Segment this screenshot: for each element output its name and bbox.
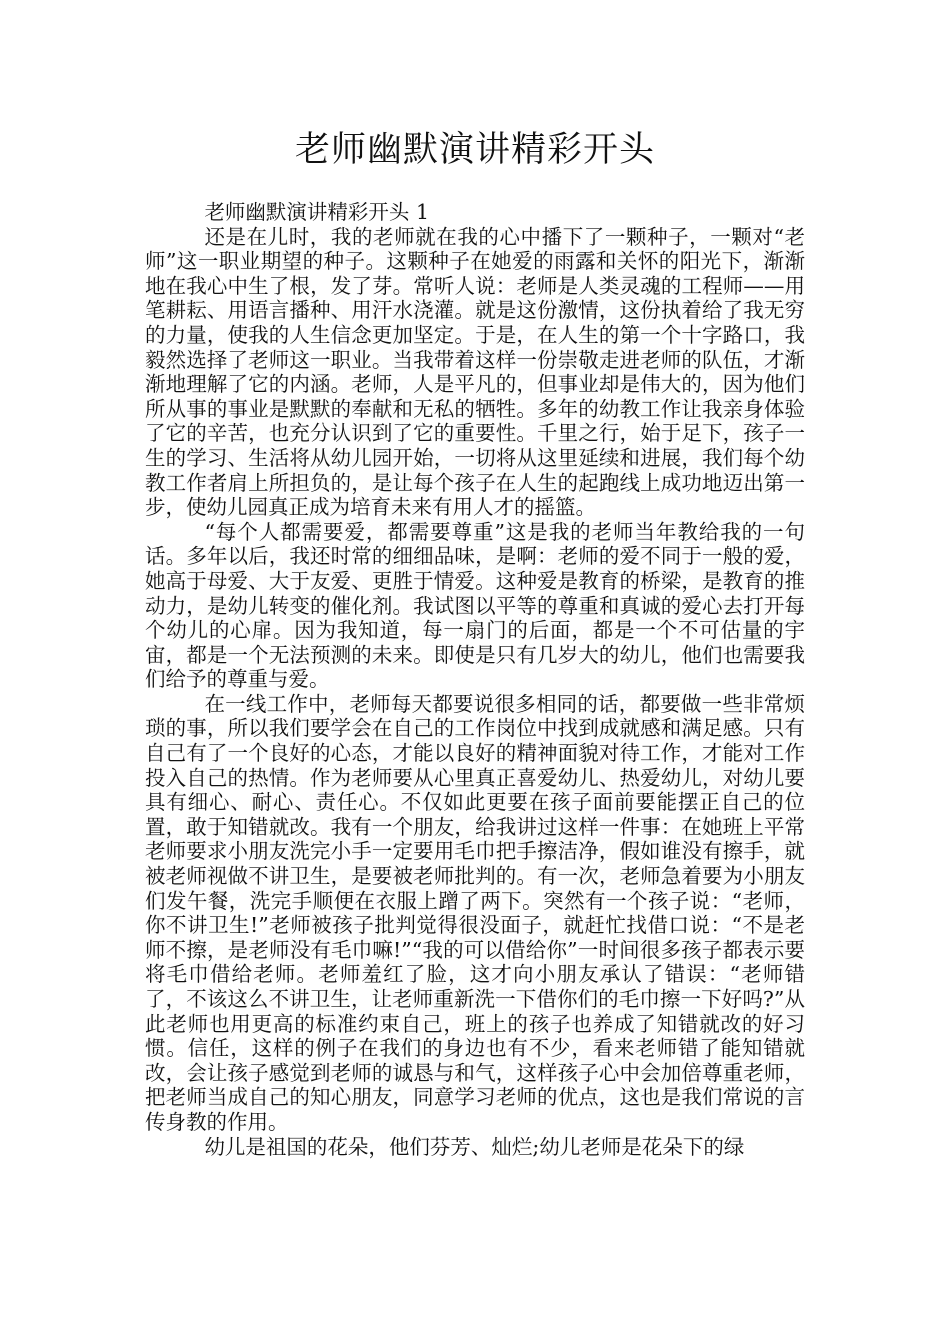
paragraph-1: 还是在儿时，我的老师就在我的心中播下了一颗种子，一颗对“老师”这一职业期望的种子。这颗种子在她爱的雨露和关怀的阳光下，渐渐地在我心中生了根，发了芽。常听人说：老师是人类灵魂的工程师——用笔耕耘、用语言播种、用汗水浇灌。就是这份激情，这份执着给了我无穷的力量，使我的人生信念更加坚定。于是，在人生的第一个十字路口，我毅然选择了老师这一职业。当我带着这样一份崇敬走进老师的队伍，才渐渐地理解了它的内涵。老师，人是平凡的，但事业却是伟大的，因为他们所从事的事业是默默的奉献和无私的牺牲。多年的幼教工作让我亲身体验了它的辛苦，也充分认识到了它的重要性。千里之行，始于足下，孩子一生的学习、生活将从幼儿园开始，一切将从这里延续和进展，我们每个幼教工作者肩上所担负的，是让每个孩子在人生的起跑线上成功地迈出第一步，使幼儿园真正成为培育未来有用人才的摇篮。 xyxy=(145,224,805,520)
paragraph-3: 在一线工作中，老师每天都要说很多相同的话，都要做一些非常烦琐的事，所以我们要学会在自己的工作岗位中找到成就感和满足感。只有自己有了一个良好的心态，才能以良好的精神面貌对待工作，才能对工作投入自己的热情。作为老师要从心里真正喜爱幼儿、热爱幼儿，对幼儿要具有细心、耐心、责任心。不仅如此更要在孩子面前要能摆正自己的位置，敢于知错就改。我有一个朋友，给我讲过这样一件事：在她班上平常老师要求小朋友洗完小手一定要用毛巾把手擦洁净，假如谁没有擦手，就被老师视做不讲卫生，是要被老师批判的。有一次，老师急着要为小朋友们发午餐，洗完手顺便在衣服上蹭了两下。突然有一个孩子说：“老师，你不讲卫生!”老师被孩子批判觉得很没面子，就赶忙找借口说：“不是老师不擦，是老师没有毛巾嘛!”“我的可以借给你”一时间很多孩子都表示要将毛巾借给老师。老师羞红了脸，这才向小朋友承认了错误：“老师错了，不该这么不讲卫生，让老师重新洗一下借你们的毛巾擦一下好吗?”从此老师也用更高的标准约束自己，班上的孩子也养成了知错就改的好习惯。信任，这样的例子在我们的身边也有不少，看来老师错了能知错就改，会让孩子感觉到老师的诚恳与和气，这样孩子心中会加倍尊重老师，把老师当成自己的知心朋友，同意学习老师的优点，这也是我们常说的言传身教的作用。 xyxy=(145,691,805,1134)
page-title: 老师幽默演讲精彩开头 xyxy=(294,130,655,170)
document-body xyxy=(145,200,805,1159)
paragraph-2: “每个人都需要爱，都需要尊重”这是我的老师当年教给我的一句话。多年以后，我还时常的细细品味，是啊：老师的爱不同于一般的爱，她高于母爱、大于友爱、更胜于情爱。这种爱是教育的桥梁，是教育的推动力，是幼儿转变的催化剂。我试图以平等的尊重和真诚的爱心去打开每个幼儿的心扉。因为我知道，每一扇门的后面，都是一个不可估量的宇宙，都是一个无法预测的未来。即使是只有几岁大的幼儿，他们也需要我们给予的尊重与爱。 xyxy=(145,519,805,692)
paragraph-4: 幼儿是祖国的花朵，他们芬芳、灿烂;幼儿老师是花朵下的绿 xyxy=(204,1134,745,1159)
section-heading: 老师幽默演讲精彩开头 1 xyxy=(204,200,429,224)
